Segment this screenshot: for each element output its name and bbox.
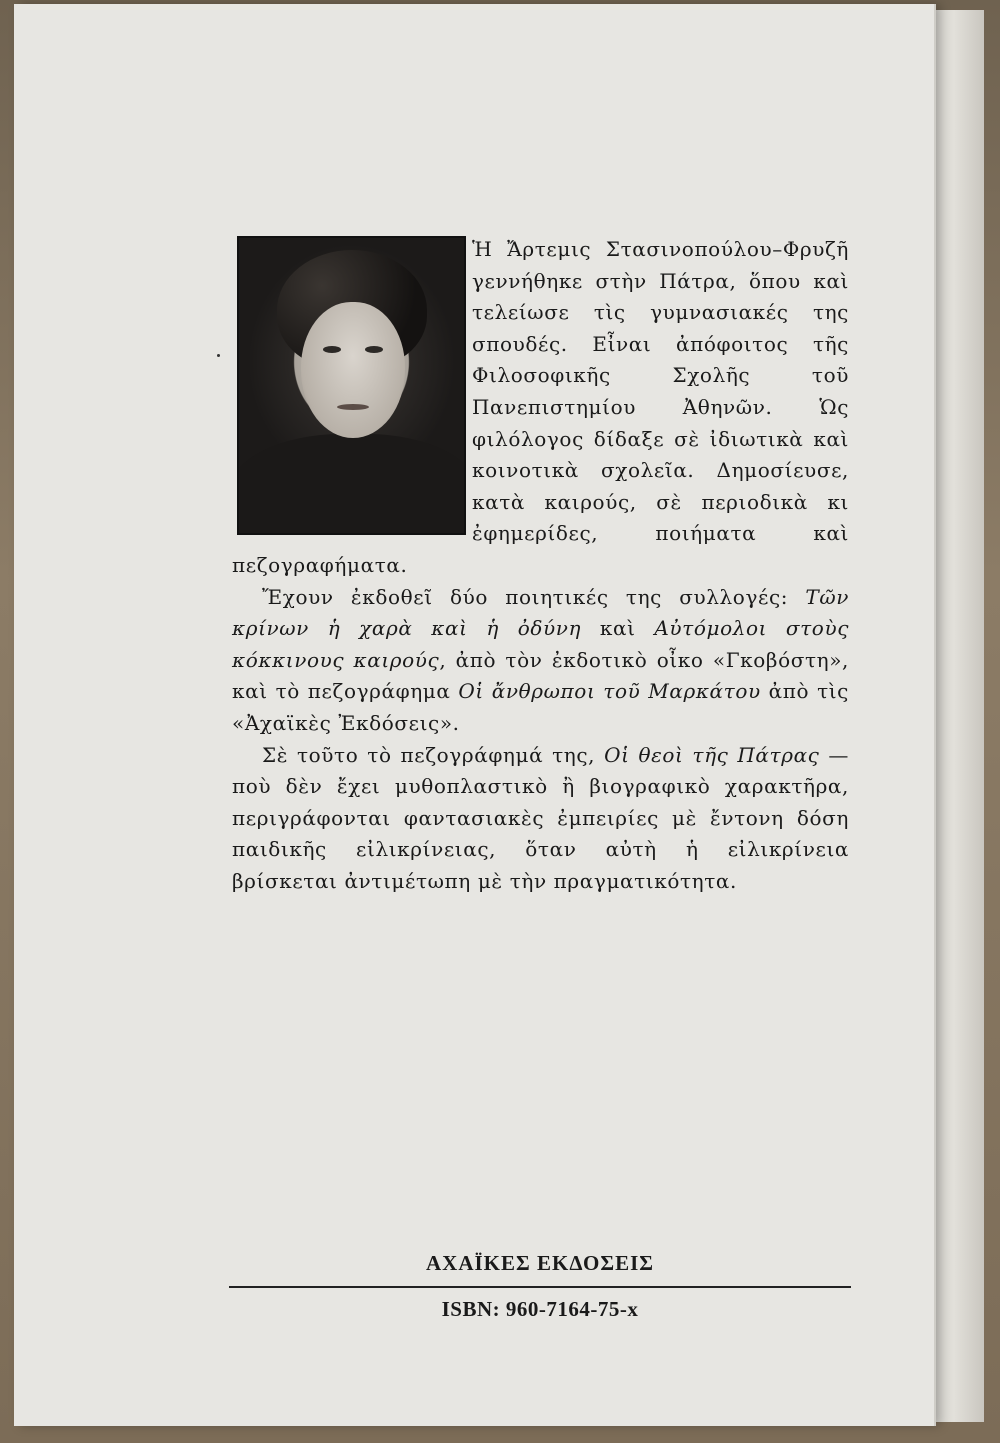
bio-p2-text-c: , ἀπὸ τὸν ἐκδοτικὸ οἶκο «Γκοβόστη», καὶ τὸ πεζογράφημα (232, 647, 850, 704)
footer-divider (229, 1286, 851, 1288)
book-spine-edge (934, 10, 984, 1422)
publisher-name: ΑΧΑΪΚΕΣ ΕΚΔΟΣΕΙΣ (426, 1251, 654, 1275)
book-title-current: Οἱ θεοὶ τῆς Πάτρας (604, 742, 820, 767)
bio-p2-text-b: καὶ (581, 616, 655, 641)
portrait-wrap-space (232, 234, 472, 540)
bio-p2-text-d: ἀπὸ τὶς «Ἀχαϊκὲς Ἐκδόσεις». (232, 679, 849, 735)
bio-p3-text-a: Σὲ τοῦτο τὸ πεζογράφημά της, (262, 742, 605, 767)
author-bio (232, 234, 849, 897)
book-title-2: Αὐτόμολοι στοὺς κόκκινους καιρούς (232, 616, 850, 672)
bio-p2-text-a: Ἔχουν ἐκδοθεῖ δύο ποιητικές της συλλογές: (262, 584, 806, 609)
book-title-1: Τῶν κρίνων ἡ χαρὰ καὶ ἡ ὀδύνη (232, 584, 849, 641)
book-title-3: Οἱ ἄνθρωποι τοῦ Μαρκάτου (458, 679, 761, 704)
dust-speck (217, 354, 220, 357)
bio-paragraph-2 (232, 582, 849, 740)
bio-paragraph-1: Ἡ Ἄρτεμις Στασινοπούλου–Φρυζῆ γεννήθηκε στὴν Πάτρα, ὅπου καὶ τελείωσε τὶς γυμνασιακές της σπουδές. Εἶναι ἀπόφοιτος τῆς Φιλοσοφικῆς Σχολῆς τοῦ Πανεπιστημίου Ἀθηνῶν. Ὡς φιλόλογος δίδαξε σὲ ἰδιωτικὰ καὶ κοινοτικὰ σχολεῖα. Δημοσίευσε, κατὰ καιρούς, σὲ περιοδικὰ κι ἐφημερίδες, ποιήματα καὶ πεζογραφήματα. (232, 237, 849, 577)
publisher-footer (229, 1250, 851, 1322)
bio-p3-text-b: —ποὺ δὲν ἔχει μυθοπλαστικὸ ἢ βιογραφικὸ χαρακτῆρα, περιγράφονται φαντασιακὲς ἐμπειρίες μὲ ἔντονη δόση παιδικῆς εἰλικρίνειας, ὅταν αὐτὴ ἡ εἰλικρίνεια βρίσκεται ἀντιμέτωπη μὲ τὴν πραγματικότητα. (232, 742, 850, 893)
isbn-number: ISBN: 960-7164-75-x (441, 1297, 639, 1321)
bio-paragraph-3 (232, 740, 849, 898)
